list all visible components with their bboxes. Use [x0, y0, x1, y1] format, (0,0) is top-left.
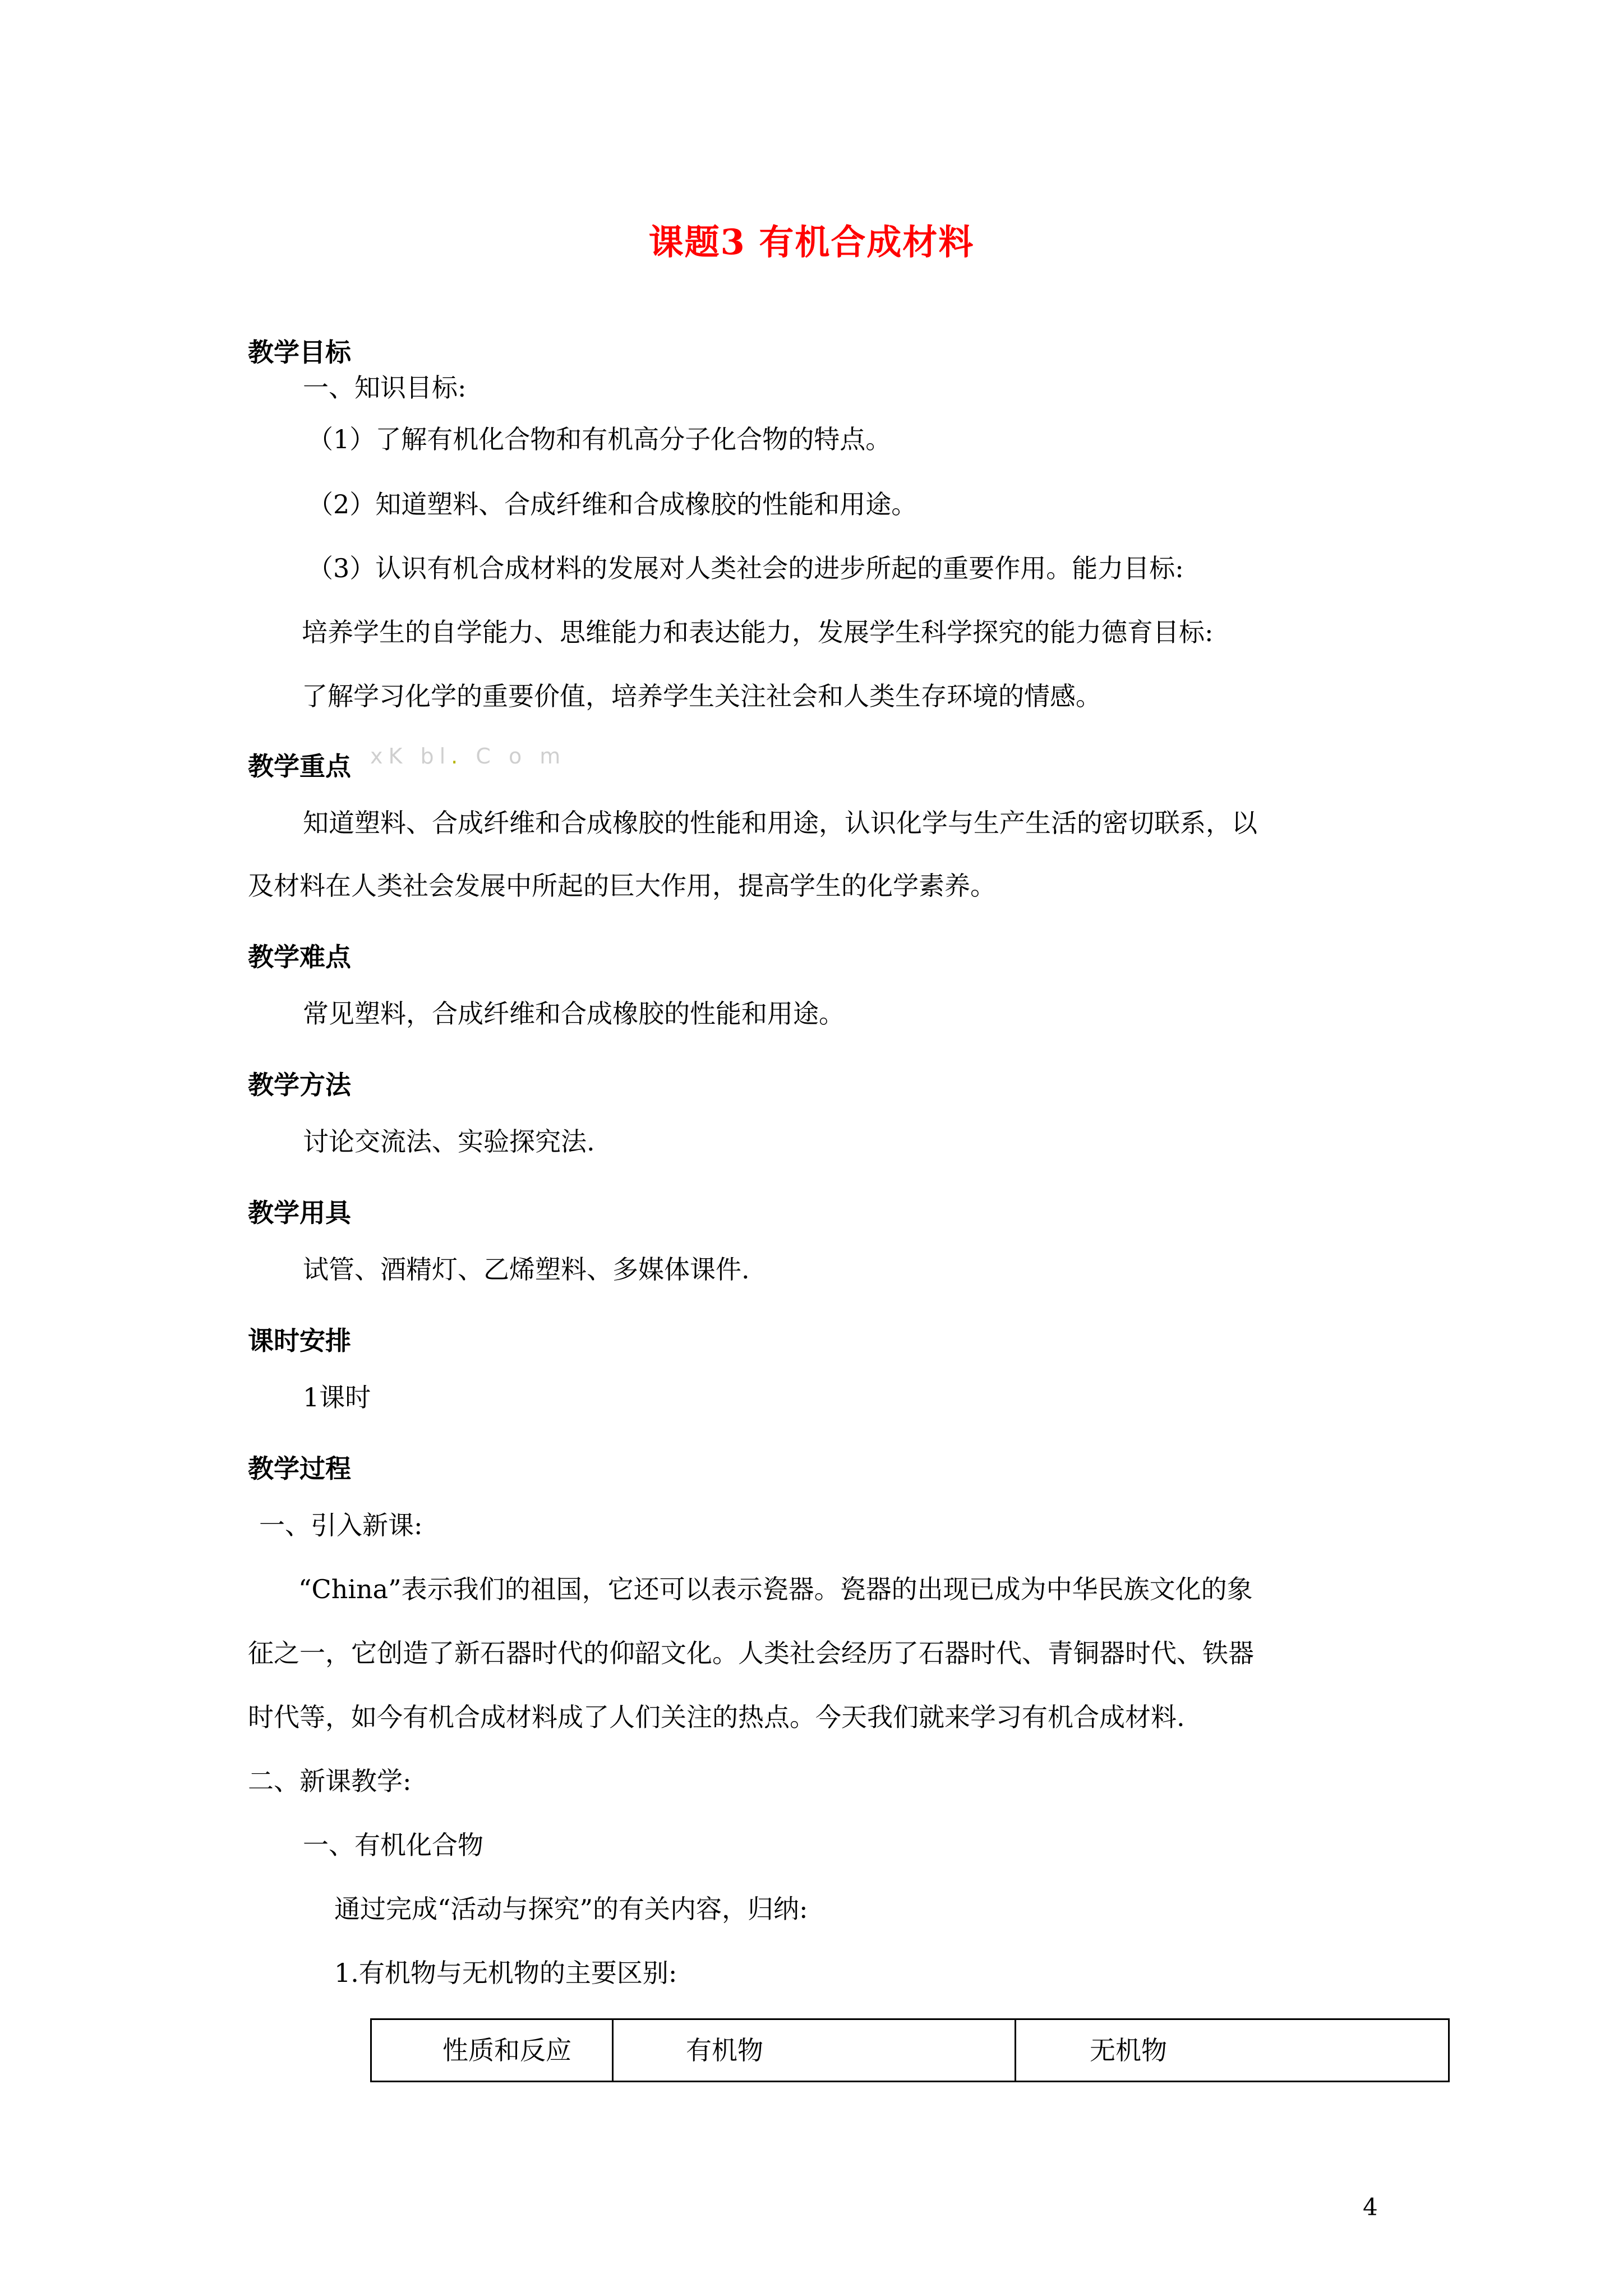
methods-line: 讨论交流法、实验探究法. [303, 1126, 595, 1157]
new-lesson-label: 二、新课教学: [248, 1766, 412, 1796]
table-header-properties: 性质和反应 [442, 2035, 571, 2065]
moral-goal-line: 了解学习化学的重要价值，培养学生关注社会和人类生存环境的情感。 [302, 681, 1101, 711]
watermark-tail: C o m [463, 744, 566, 769]
process-intro-label: 一、引入新课: [259, 1510, 423, 1540]
heading-process: 教学过程 [248, 1453, 351, 1484]
site-watermark [370, 744, 566, 769]
tools-line: 试管、酒精灯、乙烯塑料、多媒体课件. [303, 1254, 750, 1285]
process-paragraph-line-3: 时代等，如今有机合成材料成了人们关注的热点。今天我们就来学习有机合成材料. [248, 1702, 1185, 1732]
table-divider-2 [1015, 2020, 1016, 2081]
heading-tools: 教学用具 [248, 1198, 351, 1228]
ability-goal-line: 培养学生的自学能力、思维能力和表达能力，发展学生科学探究的能力德育目标: [302, 617, 1214, 647]
table-divider-1 [612, 2020, 614, 2081]
comparison-label: 1.有机物与无机物的主要区别: [334, 1958, 677, 1988]
table-header-organic: 有机物 [686, 2035, 763, 2065]
goal-line-3: （3）认识有机合成材料的发展对人类社会的进步所起的重要作用。能力目标: [307, 553, 1184, 583]
comparison-table [370, 2018, 1450, 2082]
goal-line-1: （1）了解有机化合物和有机高分子化合物的特点。 [307, 424, 892, 454]
schedule-line: 1课时 [303, 1382, 371, 1412]
heading-difficulties: 教学难点 [248, 942, 351, 972]
heading-key-points: 教学重点 [248, 751, 351, 781]
difficulties-line: 常见塑料，合成纤维和合成橡胶的性能和用途。 [303, 999, 845, 1029]
table-header-inorganic: 无机物 [1090, 2035, 1167, 2065]
key-points-line-2: 及材料在人类社会发展中所起的巨大作用，提高学生的化学素养。 [248, 871, 996, 901]
watermark-dot: . [451, 744, 464, 769]
process-paragraph-line-1: “China”表示我们的祖国，它还可以表示瓷器。瓷器的出现已成为中华民族文化的象 [298, 1574, 1253, 1604]
activity-summary-line: 通过完成“活动与探究”的有关内容，归纳: [334, 1894, 808, 1924]
heading-methods: 教学方法 [248, 1070, 351, 1100]
organic-compounds-label: 一、有机化合物 [303, 1830, 483, 1860]
heading-schedule: 课时安排 [248, 1326, 351, 1356]
goal-line-2: （2）知道塑料、合成纤维和合成橡胶的性能和用途。 [307, 489, 917, 519]
watermark-main: xK bl [370, 744, 451, 769]
heading-teaching-goals: 教学目标 [248, 337, 351, 367]
document-title: 课题3 有机合成材料 [648, 222, 975, 263]
process-paragraph-line-2: 征之一，它创造了新石器时代的仰韶文化。人类社会经历了石器时代、青铜器时代、铁器 [248, 1638, 1254, 1668]
key-points-line-1: 知道塑料、合成纤维和合成橡胶的性能和用途，认识化学与生产生活的密切联系，以 [303, 808, 1257, 838]
knowledge-goals-label: 一、知识目标: [303, 372, 467, 403]
page-number: 4 [1363, 2193, 1378, 2221]
